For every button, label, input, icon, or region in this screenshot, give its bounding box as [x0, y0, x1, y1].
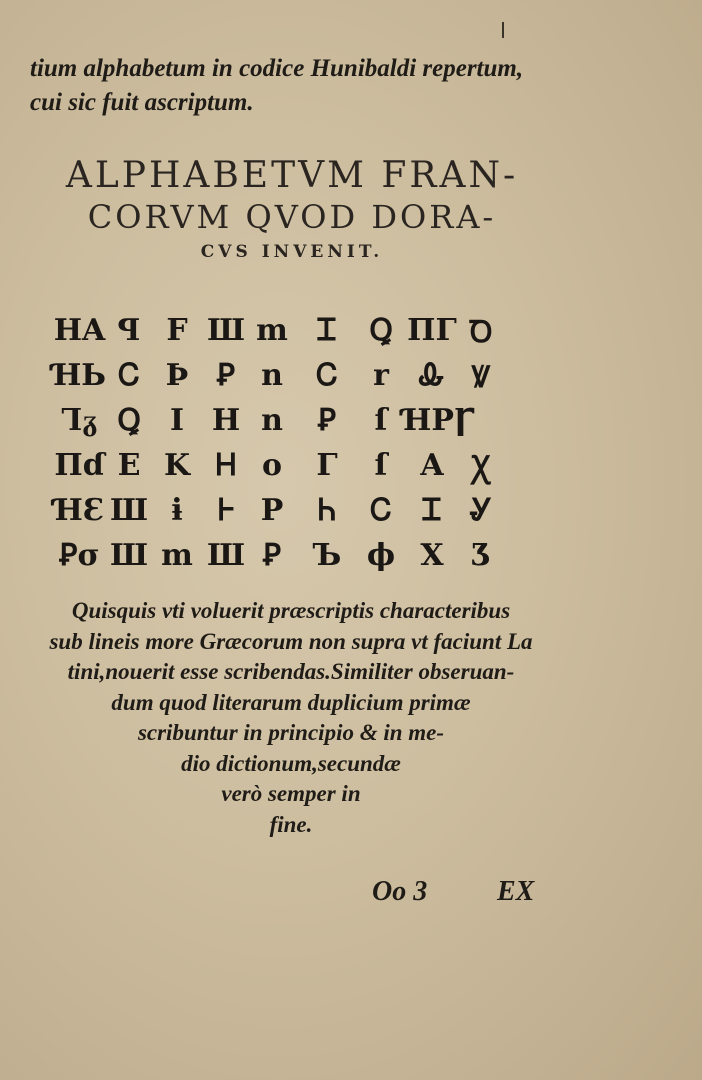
- alphabet-glyph: n: [261, 403, 283, 438]
- alphabet-glyph: K: [163, 448, 191, 483]
- note-line-8: fine.: [269, 811, 313, 837]
- heading-line-3: CVS INVENIT.: [200, 242, 384, 262]
- alphabet-glyph: H: [211, 403, 241, 438]
- alphabet-glyph: m: [161, 538, 193, 573]
- alphabet-glyph: ϕ: [366, 538, 396, 573]
- note-line-1: Quisquis vti voluerit præscriptis characteribus: [71, 598, 511, 623]
- alphabet-glyph: ꞪЬ: [52, 358, 107, 393]
- alphabet-glyph: Πɗ: [54, 448, 105, 483]
- alphabet-glyph: Ϸ: [165, 358, 189, 393]
- alphabet-glyph: Γ: [316, 448, 338, 483]
- alphabet-row: [52, 398, 552, 443]
- alphabet-table: [52, 308, 552, 578]
- alphabet-glyph: Ꝑ: [216, 358, 236, 393]
- alphabet-glyph: E: [117, 448, 141, 483]
- alphabet-glyph: m: [256, 313, 288, 348]
- alphabet-row: [52, 353, 552, 398]
- note-line-2: sub lineis more Græcorum non supra vt faciunt La: [49, 628, 533, 654]
- intro-line-2: cui sic fuit ascriptum.: [30, 89, 254, 116]
- alphabet-glyph: P: [260, 493, 284, 528]
- alphabet-glyph: r: [373, 358, 389, 393]
- alphabet-glyph: Ъ: [312, 538, 342, 573]
- heading-line-1: ALPHABETVM FRAN-: [65, 155, 519, 196]
- note-line-4: dum quod literarum duplicium primæ: [111, 689, 471, 715]
- alphabet-glyph: I: [169, 403, 185, 438]
- alphabet-glyph: A: [420, 448, 444, 483]
- alphabet-glyph: Ꝺ: [469, 315, 493, 350]
- catchword: EX: [497, 876, 535, 907]
- alphabet-glyph: ꟼ: [117, 313, 141, 348]
- intro-text: [30, 52, 590, 120]
- alphabet-glyph: ſ: [374, 403, 388, 438]
- alphabet-glyph: Ꝗ: [117, 403, 141, 438]
- alphabet-glyph: Ꞁᵹ: [61, 403, 98, 438]
- printer-mark: [502, 22, 504, 38]
- alphabet-glyph: ΠΓ: [407, 313, 457, 348]
- alphabet-glyph: Ш: [206, 313, 246, 348]
- signature-mark: Oo 3: [372, 876, 428, 907]
- alphabet-glyph: Ʒ: [471, 538, 491, 573]
- note-line-3: tini,nouerit esse scribendas.Similiter obseruan-: [67, 659, 515, 684]
- alphabet-glyph: Ꝑ: [262, 538, 282, 573]
- note-line-7: verò semper in: [221, 781, 361, 806]
- alphabet-glyph: Ꮀ: [218, 493, 234, 528]
- alphabet-glyph: n: [261, 358, 283, 393]
- alphabet-glyph: Ш: [109, 493, 149, 528]
- alphabet-glyph: Ꝗ: [369, 313, 393, 348]
- alphabet-glyph: X: [420, 538, 444, 573]
- alphabet-glyph: Ꮍ: [470, 493, 492, 528]
- alphabet-glyph: Ꝑ: [317, 403, 337, 438]
- note-line-6: dio dictionum,secundæ: [181, 750, 401, 776]
- alphabet-row: [52, 488, 552, 533]
- alphabet-glyph: Ꮯ: [370, 493, 392, 528]
- alphabet-glyph: Ꝟ: [471, 360, 491, 395]
- heading-line-2: CORVM QVOD DORA-: [87, 198, 497, 236]
- note-paragraph: [26, 596, 556, 840]
- alphabet-glyph: ꞪPꞄ: [403, 403, 475, 438]
- alphabet-glyph: Ꮖ: [317, 313, 337, 348]
- alphabet-glyph: Ꮯ: [316, 358, 338, 393]
- alphabet-glyph: Ꝑσ: [59, 538, 100, 573]
- alphabet-glyph: Ꮋ: [215, 448, 237, 483]
- alphabet-glyph: o: [261, 448, 282, 483]
- alphabet-glyph: ſ: [374, 448, 388, 483]
- note-line-5: scribuntur in principio & in me-: [137, 720, 445, 745]
- alphabet-glyph: Ш: [109, 538, 149, 573]
- alphabet-glyph: Ш: [206, 538, 246, 573]
- alphabet-glyph: Ꮂ: [419, 358, 445, 393]
- alphabet-glyph: F: [166, 313, 188, 348]
- alphabet-glyph: Ꮒ: [317, 493, 337, 528]
- intro-line-1: tium alphabetum in codice Hunibaldi repertum,: [30, 55, 524, 82]
- alphabet-glyph: ɨ: [171, 493, 183, 528]
- alphabet-row: [52, 533, 552, 578]
- alphabet-glyph: Ꮯ: [118, 358, 140, 393]
- alphabet-row: [52, 308, 552, 353]
- alphabet-glyph: Ꮖ: [422, 493, 442, 528]
- alphabet-glyph: Ꭓ: [471, 450, 491, 485]
- alphabet-glyph: HA: [53, 313, 106, 348]
- alphabet-glyph: ꞪԐ: [54, 493, 105, 528]
- alphabet-row: [52, 443, 552, 488]
